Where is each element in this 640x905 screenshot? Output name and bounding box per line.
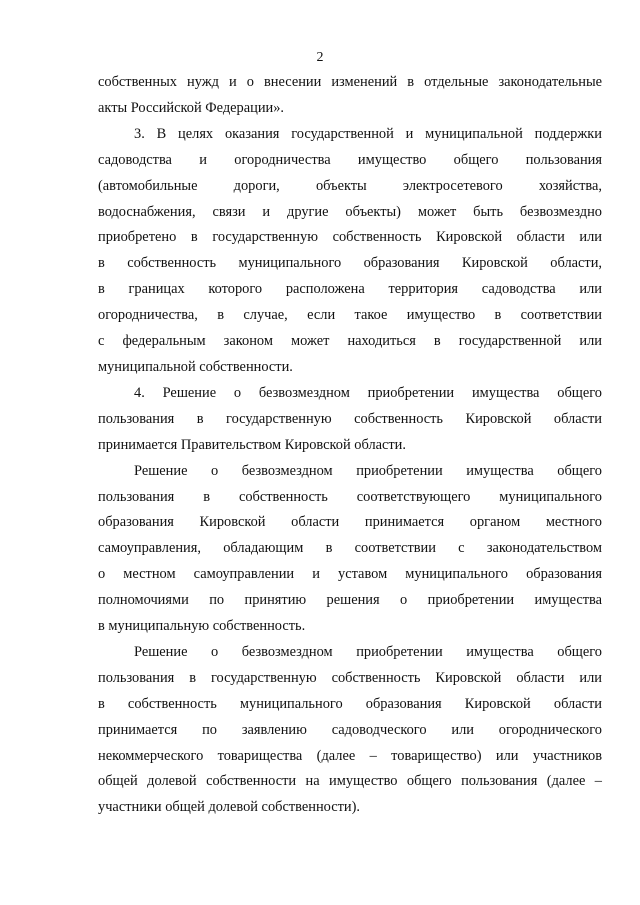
page-number: 2	[316, 50, 324, 65]
text-line: принимается Правительством Кировской области.	[98, 436, 406, 453]
text-line: участники общей долевой собственности).	[98, 799, 360, 816]
text-line: с федеральным законом может находиться в государственной или	[98, 333, 602, 350]
text-line: садоводства и огородничества имущество общего пользования	[98, 151, 602, 168]
paragraph-4	[98, 640, 602, 821]
paragraph-2	[98, 381, 602, 459]
text-line: в муниципальную собственность.	[98, 618, 306, 635]
text-line: 3. В целях оказания государственной и муниципальной поддержки	[134, 125, 602, 142]
text-line: в собственность муниципального образования Кировской области	[98, 695, 602, 712]
text-line: огородничества, в случае, если такое имущество в соответствии	[98, 307, 602, 324]
text-line: пользования в собственность соответствующего муниципального	[98, 488, 602, 505]
text-line: собственных нужд и о внесении изменений в отдельные законодательные	[98, 74, 602, 90]
text-line: самоуправления, обладающим в соответствии с законодательством	[98, 540, 602, 557]
text-line: о местном самоуправлении и уставом муниципального образования	[98, 566, 602, 583]
text-line: акты Российской Федерации».	[98, 99, 285, 116]
text-line: в собственность муниципального образования Кировской области,	[98, 255, 602, 272]
text-line: в границах которого расположена территория садоводства или	[98, 281, 602, 298]
document-body	[98, 70, 602, 821]
text-line: общей долевой собственности на имущество общего пользования (далее –	[98, 773, 602, 790]
text-line: пользования в государственную собственность Кировской области или	[98, 669, 602, 686]
text-line: приобретено в государственную собственность Кировской области или	[98, 229, 602, 246]
text-line: (автомобильные дороги, объекты электросетевого хозяйства,	[98, 177, 602, 194]
text-line: Решение о безвозмездном приобретении имущества общего	[134, 643, 602, 660]
paragraph-3	[98, 459, 602, 640]
text-line: образования Кировской области принимается органом местного	[98, 514, 602, 531]
text-line: принимается по заявлению садоводческого или огороднического	[98, 721, 602, 738]
text-line: пользования в государственную собственность Кировской области	[98, 410, 602, 427]
paragraph-0	[98, 70, 602, 122]
text-line: 4. Решение о безвозмездном приобретении имущества общего	[134, 384, 602, 401]
text-line: некоммерческого товарищества (далее – товарищество) или участников	[98, 747, 602, 764]
text-line: водоснабжения, связи и другие объекты) может быть безвозмездно	[98, 203, 602, 220]
text-line: муниципальной собственности.	[98, 358, 293, 375]
text-line: Решение о безвозмездном приобретении имущества общего	[134, 462, 602, 479]
paragraph-1	[98, 122, 602, 381]
text-line: полномочиями по принятию решения о приобретении имущества	[98, 592, 602, 609]
